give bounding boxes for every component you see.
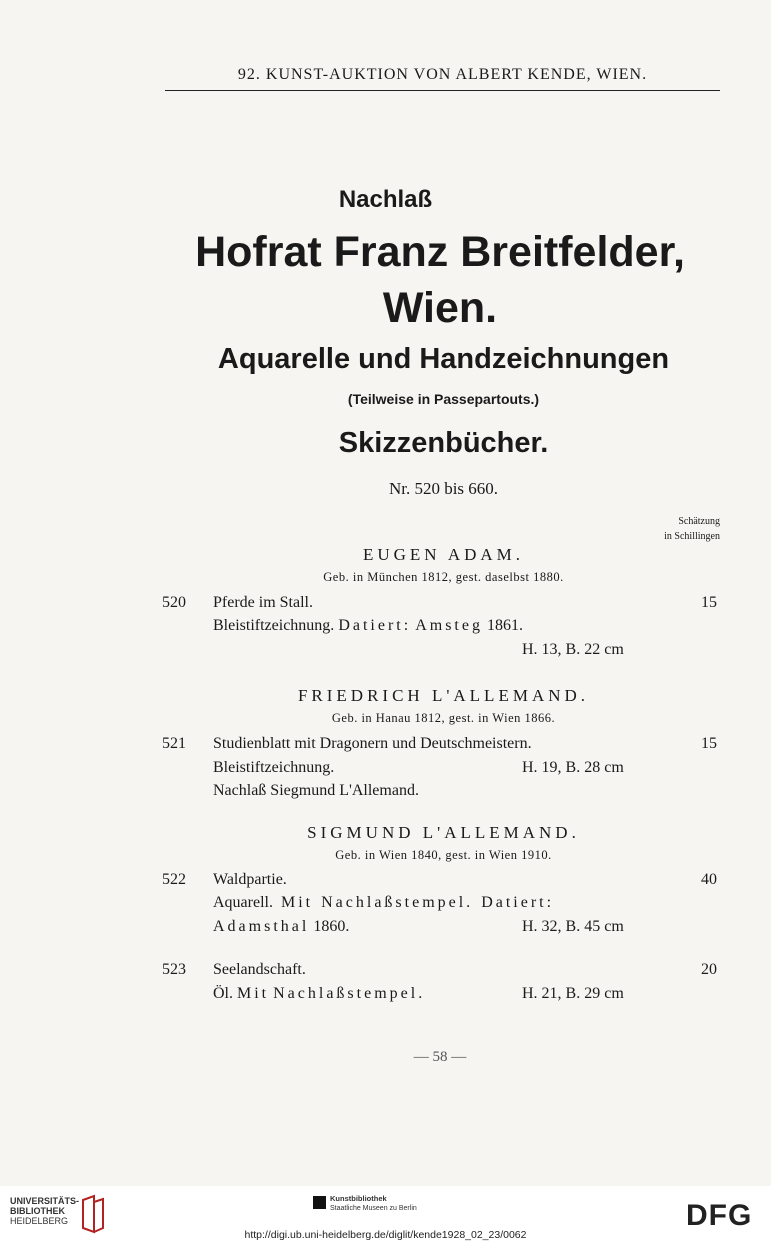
lot-number: 522 (162, 871, 186, 888)
kunstbibliothek-logo-icon (313, 1196, 326, 1209)
artist-bio: Geb. in München 1812, gest. daselbst 1880. (323, 570, 564, 584)
uni-line-2: BIBLIOTHEK (10, 1206, 65, 1216)
uni-line-3: HEIDELBERG (10, 1216, 69, 1226)
place: Amsteg (415, 617, 483, 634)
subtitle-2: Skizzenbücher. (338, 427, 549, 459)
artist-name: SIGMUND L'ALLEMAND. (307, 823, 580, 842)
lot-dimensions: H. 19, B. 28 cm (522, 759, 624, 776)
provenance: Nachlaß Siegmund L'Allemand. (213, 782, 419, 799)
lot-description (213, 985, 425, 1003)
technique: Öl. (213, 985, 233, 1002)
with-label: Mit (280, 894, 314, 911)
lot-price: 15 (701, 594, 717, 611)
artist-bio: Geb. in Wien 1840, gest. in Wien 1910. (335, 848, 552, 862)
title-line-1: Nachlaß (338, 186, 433, 213)
uni-line-1: UNIVERSITÄTS- (10, 1196, 80, 1206)
page-number: — 58 — (413, 1049, 467, 1065)
university-logo-icon (80, 1194, 106, 1234)
technique: Bleistiftzeichnung. (213, 617, 335, 634)
dated-label: Datiert: (481, 894, 555, 911)
estimate-header-line-1: Schätzung (678, 516, 720, 527)
lot-price: 20 (701, 961, 717, 978)
title-line-2: Hofrat Franz Breitfelder, (195, 228, 685, 276)
year: 1860. (313, 918, 350, 935)
technique: Bleistiftzeichnung. (213, 759, 335, 776)
kb-line-2: Staatliche Museen zu Berlin (330, 1205, 417, 1212)
lot-dimensions: H. 13, B. 22 cm (522, 641, 624, 658)
lot-title: Studienblatt mit Dragonern und Deutschmeistern. (213, 735, 532, 752)
place: Adamsthal (213, 918, 310, 935)
stamp-label: Nachlaßstempel. (273, 985, 426, 1002)
artist-bio: Geb. in Hanau 1812, gest. in Wien 1866. (331, 711, 556, 725)
subtitle: Aquarelle und Handzeichnungen (217, 343, 670, 375)
viewer-footer (0, 1186, 771, 1243)
lot-title: Waldpartie. (213, 871, 287, 888)
lot-number: 521 (162, 735, 186, 752)
artist-name: EUGEN ADAM. (362, 545, 525, 564)
kunstbibliothek-label (330, 1194, 417, 1213)
artist-name: FRIEDRICH L'ALLEMAND. (297, 686, 590, 705)
university-library-label (10, 1196, 79, 1226)
lot-price: 40 (701, 871, 717, 888)
subtitle-note: (Teilweise in Passepartouts.) (347, 391, 540, 407)
lot-description (213, 617, 523, 635)
estimate-header-line-2: in Schillingen (664, 531, 720, 542)
year: 1861. (486, 617, 523, 634)
lot-title: Pferde im Stall. (213, 594, 313, 611)
stamp-label: Nachlaßstempel. (321, 894, 474, 911)
lot-price: 15 (701, 735, 717, 752)
lot-range: Nr. 520 bis 660. (388, 479, 499, 498)
lot-dimensions: H. 32, B. 45 cm (522, 918, 624, 935)
title-line-3: Wien. (382, 284, 498, 332)
kb-line-1: Kunstbibliothek (330, 1194, 387, 1203)
lot-number: 523 (162, 961, 186, 978)
lot-number: 520 (162, 594, 186, 611)
estimate-header (600, 514, 720, 544)
technique: Aquarell. (213, 894, 273, 911)
with-label: Mit (237, 985, 270, 1002)
lot-title: Seelandschaft. (213, 961, 306, 978)
lot-description (213, 894, 554, 912)
running-header: 92. KUNST-AUKTION VON ALBERT KENDE, WIEN. (165, 66, 720, 91)
source-url-link[interactable]: http://digi.ub.uni-heidelberg.de/diglit/kende1928_02_23/0062 (244, 1229, 527, 1241)
lot-description-cont (213, 918, 349, 936)
dated-label: Datiert: (338, 617, 412, 634)
lot-dimensions: H. 21, B. 29 cm (522, 985, 624, 1002)
dfg-logo: DFG (686, 1199, 753, 1232)
